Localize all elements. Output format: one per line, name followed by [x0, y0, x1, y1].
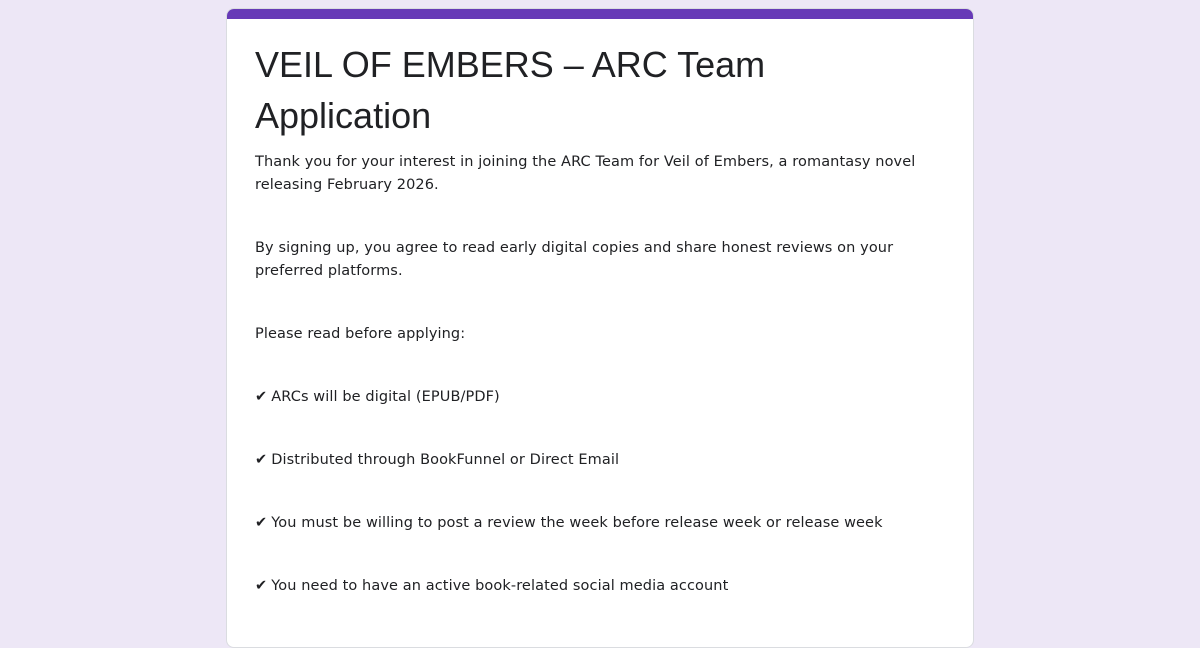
requirement-item [255, 575, 935, 598]
requirement-text: You need to have an active book-related social media account [271, 578, 729, 594]
checkmark-icon: ✔ [255, 578, 268, 594]
requirement-item [255, 449, 935, 472]
requirement-item [255, 386, 935, 409]
checkmark-icon: ✔ [255, 389, 268, 405]
form-accent-bar [227, 9, 973, 19]
requirement-text: You must be willing to post a review the week before release week or release week [271, 515, 883, 531]
checkmark-icon: ✔ [255, 515, 268, 531]
description-read-before: Please read before applying: [255, 326, 466, 342]
requirement-text: Distributed through BookFunnel or Direct Email [271, 452, 620, 468]
description-agreement: By signing up, you agree to read early digital copies and share honest reviews on your preferred platforms. [255, 240, 894, 279]
checkmark-icon: ✔ [255, 452, 268, 468]
form-title: VEIL OF EMBERS – ARC Team Application [255, 44, 766, 136]
form-header-content [255, 39, 935, 638]
form-header-card [226, 8, 974, 648]
description-intro: Thank you for your interest in joining the ARC Team for Veil of Embers, a romantasy novel releasing February 2026. [255, 154, 916, 193]
form-description [255, 151, 935, 598]
requirement-text: ARCs will be digital (EPUB/PDF) [271, 389, 500, 405]
requirement-item [255, 512, 935, 535]
